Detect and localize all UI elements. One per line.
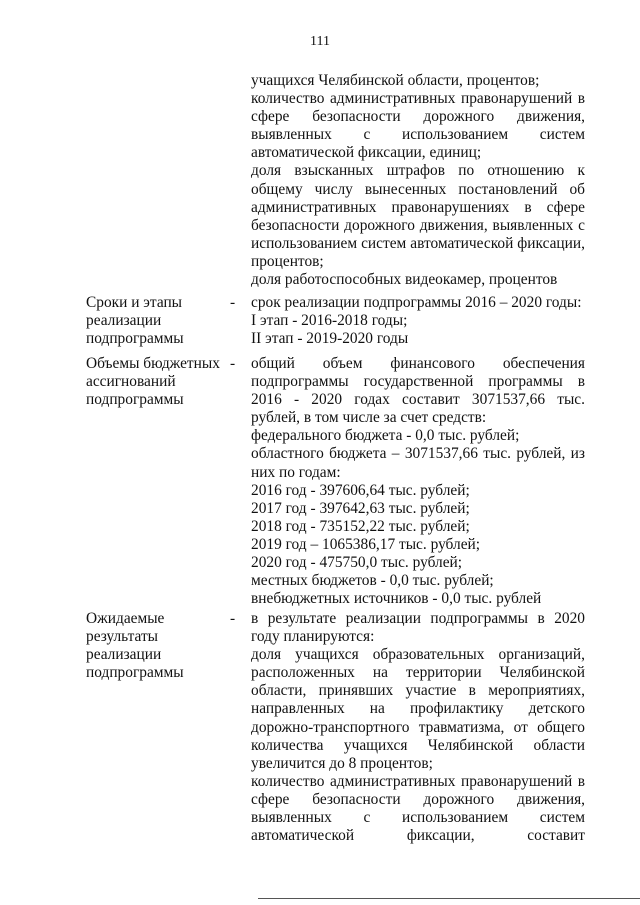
paragraph: учащихся Челябинской области, процентов; [251, 72, 540, 89]
section-label: Ожидаемые результаты реализации подпрограммы [86, 610, 184, 682]
paragraph: количество административных правонарушений в сфере безопасности дорожного движения, выявленных с использованием систем автоматической фиксации, составит [251, 772, 585, 845]
paragraph: внебюджетных источников - 0,0 тыс. рублей [251, 590, 542, 608]
section-content [251, 610, 585, 845]
section-label: Сроки и этапы реализации подпрограммы [86, 294, 184, 348]
paragraph: местных бюджетов - 0,0 тыс. рублей; [251, 572, 494, 590]
paragraph: 2019 год – 1065386,17 тыс. рублей; [251, 535, 481, 553]
paragraph: областного бюджета – 3071537,66 тыс. рублей, из них по годам: [251, 445, 585, 481]
page-number: 111 [310, 34, 330, 49]
section-label: Объемы бюджетных ассигнований подпрограммы [86, 355, 220, 409]
paragraph: 2020 год - 475750,0 тыс. рублей; [251, 554, 463, 572]
section-content [251, 294, 585, 348]
paragraph: количество административных правонарушений в сфере безопасности дорожного движения, выявленных с использованием систем автоматической фиксации, единиц; [251, 90, 585, 162]
paragraph: II этап - 2019-2020 годы [251, 330, 409, 348]
paragraph: 2017 год - 397642,63 тыс. рублей; [251, 499, 470, 517]
paragraph: доля учащихся образовательных организаций, расположенных на территории Челябинской области, принявших участие в мероприятиях, направленных на профилактику детского дорожно-транспортного травматизма, от общего количества учащихся Челябинской области увеличится до 8 процентов; [251, 646, 585, 772]
paragraph: доля взысканных штрафов по отношению к общему числу вынесенных постановлений об административных правонарушениях в сфере безопасности дорожного движения, выявленных с использованием систем автоматической фиксации, процентов; [251, 162, 585, 270]
paragraph: доля работоспособных видеокамер, процентов [251, 271, 558, 289]
paragraph: 2018 год - 735152,22 тыс. рублей; [251, 517, 470, 535]
section-dash: - [230, 610, 236, 627]
paragraph: федерального бюджета - 0,0 тыс. рублей; [251, 427, 520, 445]
section-content [251, 355, 585, 608]
paragraph: срок реализации подпрограммы 2016 – 2020 годы: [251, 294, 582, 311]
paragraph: I этап - 2016-2018 годы; [251, 312, 408, 330]
paragraph: общий объем финансового обеспечения подпрограммы государственной программы в 2016 - 2020 годах составит 3071537,66 тыс. рублей, в том числе за счет средств: [251, 355, 585, 427]
section-dash: - [230, 355, 236, 372]
page-bottom-rule [258, 898, 640, 899]
continuation-content [251, 72, 585, 289]
paragraph: в результате реализации подпрограммы в 2020 году планируются: [251, 610, 585, 646]
section-dash: - [230, 294, 236, 311]
paragraph: 2016 год - 397606,64 тыс. рублей; [251, 481, 470, 499]
